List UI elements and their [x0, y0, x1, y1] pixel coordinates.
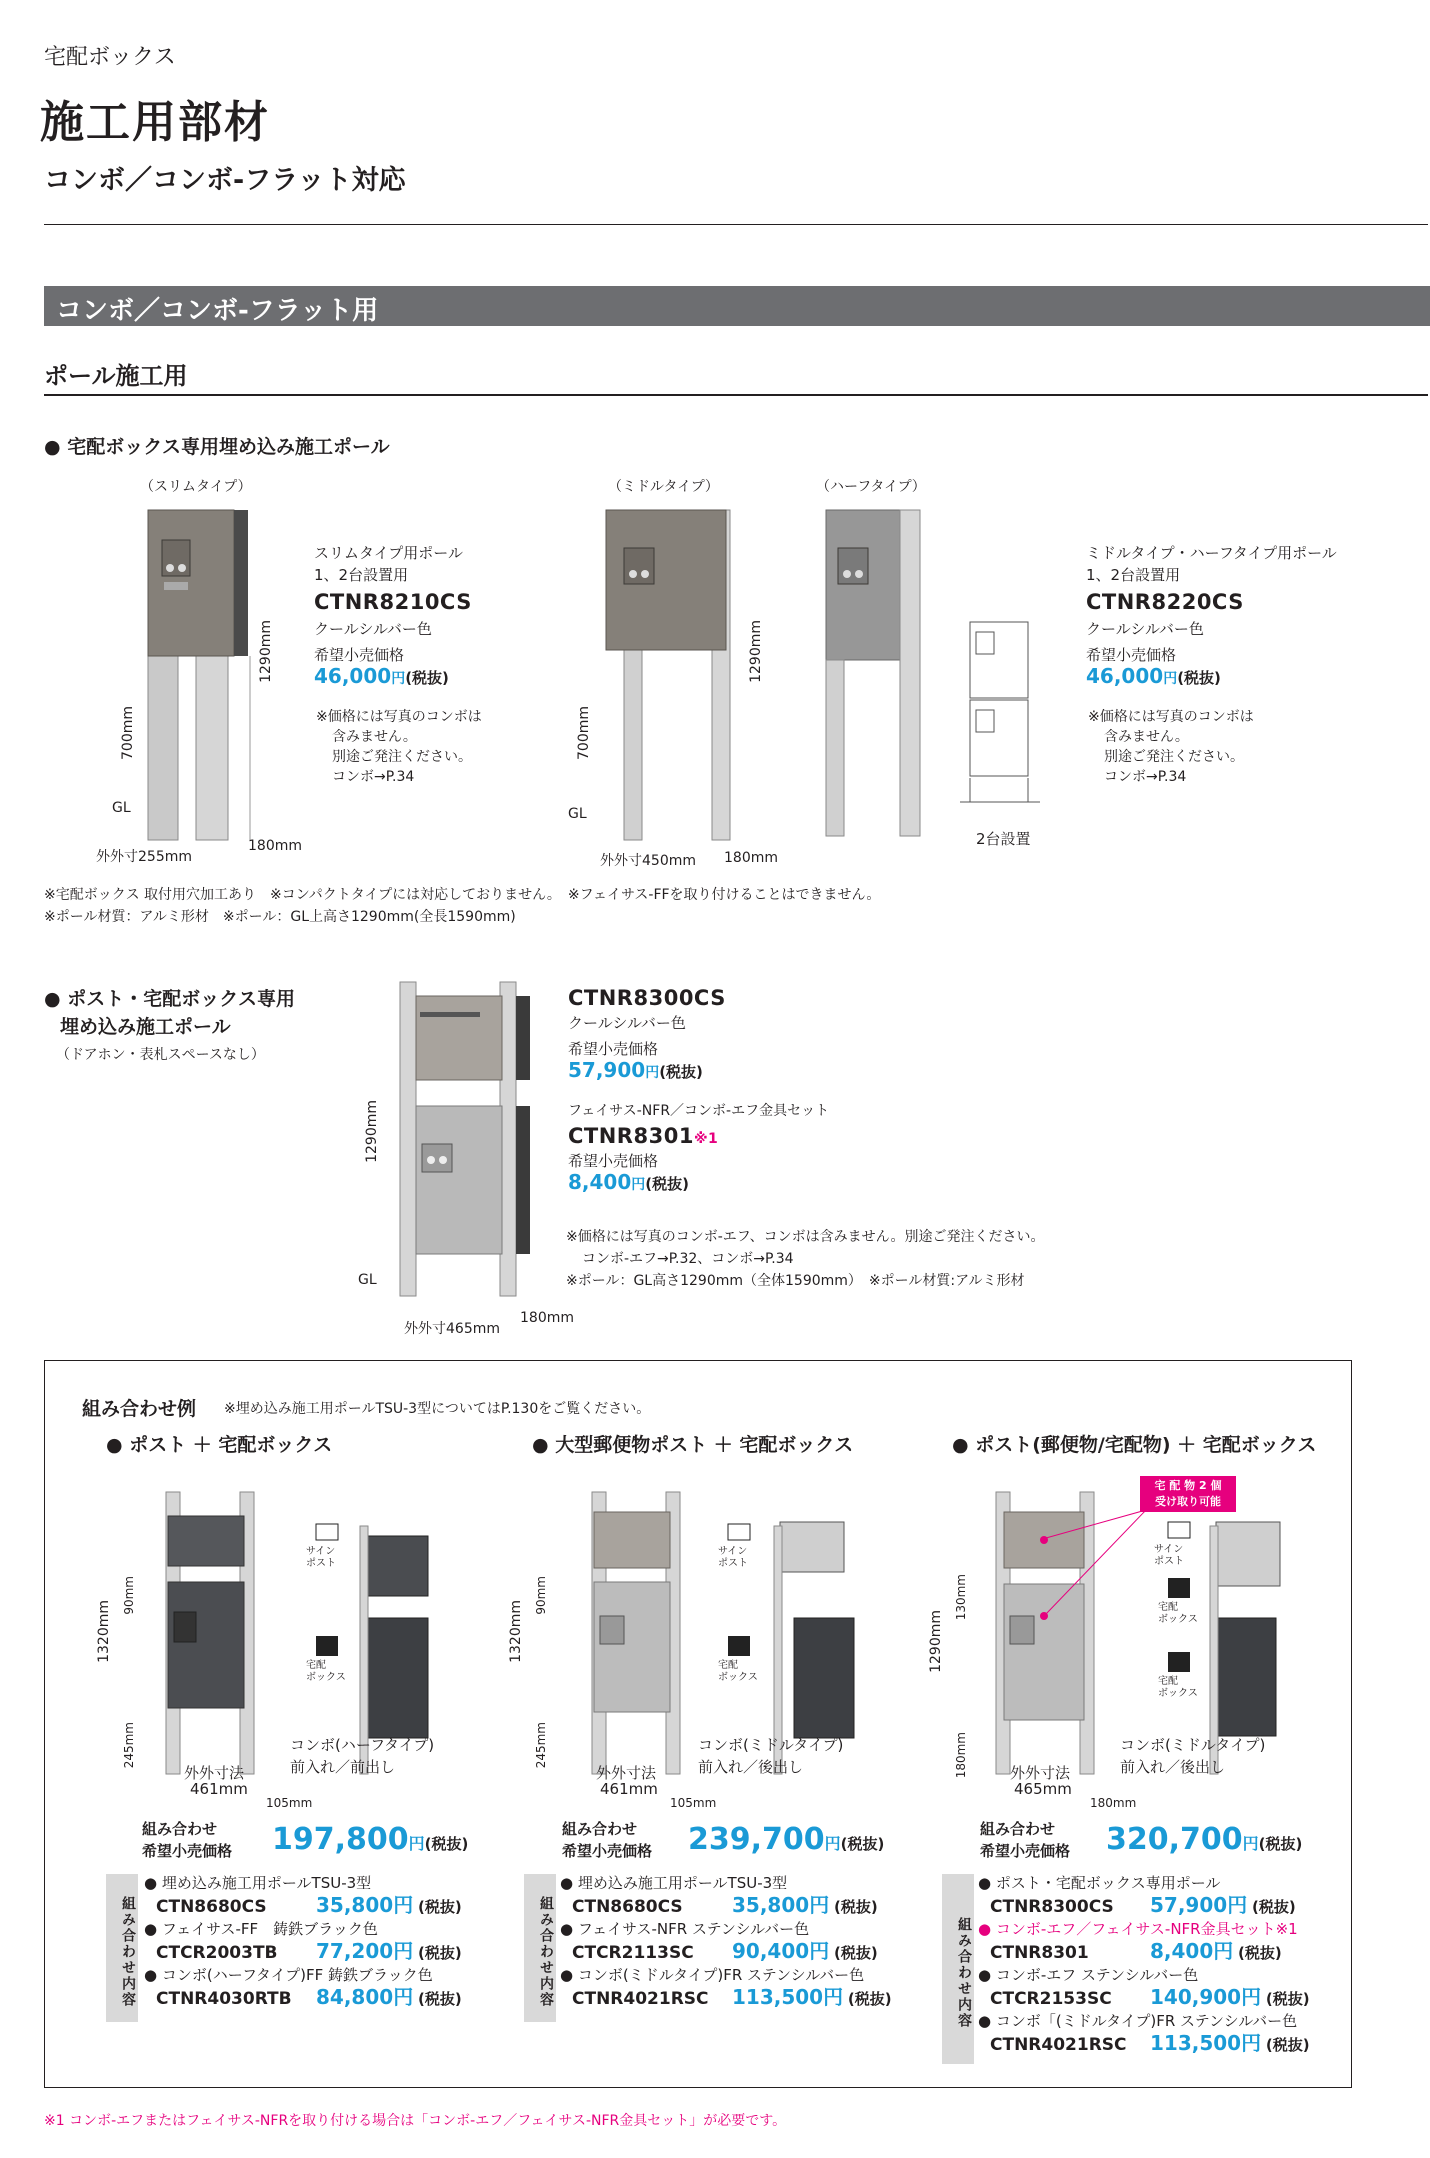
block2-price: 57,900円(税抜)	[568, 1058, 703, 1082]
block2-heading2: 埋め込み施工ポール	[60, 1016, 231, 1038]
two-units-label: 2台設置	[976, 830, 1031, 848]
combo2-dim-h: 1320mm	[508, 1600, 524, 1663]
middle-note3: 別途ご発注ください。	[1104, 749, 1244, 765]
combo1-label-a: 組み合わせ	[142, 1820, 218, 1838]
slim-dim-700: 700mm	[120, 706, 136, 760]
combo2-tab: 組み合わせ内容	[524, 1874, 556, 2022]
slim-dim-height: 1290mm	[258, 620, 274, 683]
combo2-dim-245: 245mm	[534, 1722, 548, 1769]
combo3-dim-180: 180mm	[954, 1732, 968, 1779]
combo3-label-b: 希望小売価格	[980, 1842, 1071, 1860]
block2-price2: 8,400円(税抜)	[568, 1170, 689, 1194]
section-band: コンボ／コンボ-フラット用	[44, 286, 1430, 326]
block1-heading: ● 宅配ボックス専用埋め込み施工ポール	[44, 436, 390, 458]
combo2-items: ● 埋め込み施工用ポールTSU-3型 CTN8680CS 35,800円 (税抜) ● フェイサス-NFR ステンシルバー色 CTCR2113SC 90,400円 (税抜) ● コンボ(ミドルタイプ)FR ステンシルバー色 CTNR4021RSC 113,500円 (税抜)	[560, 1874, 892, 2009]
middle-color: クールシルバー色	[1086, 620, 1204, 638]
block1-footnote2: ※ポール材質：アルミ形材 ※ポール：GL上高さ1290mm(全長1590mm)	[44, 909, 516, 925]
block2-dim-width: 外外寸465mm	[404, 1321, 500, 1337]
combo1-label2: 前入れ／前出し	[290, 1758, 396, 1776]
combo2-label2: 前入れ／後出し	[698, 1758, 804, 1776]
combo3-tab: 組み合わせ内容	[942, 1874, 974, 2064]
combo3-dim-w1: 外外寸法	[1010, 1764, 1071, 1782]
combo3-label-a: 組み合わせ	[980, 1820, 1056, 1838]
middle-dim-height: 1290mm	[748, 620, 764, 683]
middle-code: CTNR8220CS	[1086, 590, 1244, 614]
block2-sub: （ドアホン・表札スペースなし）	[56, 1047, 265, 1063]
combo1-dim-245: 245mm	[122, 1722, 136, 1769]
block2-heading1: ● ポスト・宅配ボックス専用	[44, 988, 296, 1010]
combo3-items: ● ポスト・宅配ボックス専用ポール CTNR8300CS 57,900円 (税抜) ● コンボ-エフ／フェイサス-NFR金具セット※1 CTNR8301 8,400円 (税抜) ● コンボ-エフ ステンシルバー色 CTCR2153SC 140,900円 (税抜) ● コンボ「(ミドルタイプ)FR ステンシルバー色 CTNR4021RSC 113,500円 (税抜)	[978, 1874, 1310, 2055]
combo1-icon-post: サイン ポスト	[306, 1546, 336, 1569]
type-slim-label: （スリムタイプ）	[140, 479, 252, 495]
combo3-icon-box2: 宅配 ボックス	[1158, 1676, 1198, 1699]
combo2-total: 239,700円(税抜)	[688, 1822, 885, 1857]
middle-note1: ※価格には写真のコンボは	[1088, 709, 1254, 725]
slim-desc1: スリムタイプ用ポール	[314, 544, 463, 562]
block2-price-label: 希望小売価格	[568, 1040, 659, 1058]
combo3-icon-box1: 宅配 ボックス	[1158, 1602, 1198, 1625]
combo1-dim-90: 90mm	[122, 1576, 136, 1615]
combo2-dim-w2: 461mm	[600, 1780, 658, 1798]
slim-note4: コンボ→P.34	[332, 769, 415, 785]
combo3-icon-post: サイン ポスト	[1154, 1544, 1184, 1567]
middle-dim-width: 外外寸450mm	[600, 853, 696, 869]
combo3-label2: 前入れ／後出し	[1120, 1758, 1226, 1776]
combo2-icon-box: 宅配 ボックス	[718, 1660, 758, 1683]
block2-color: クールシルバー色	[568, 1014, 686, 1032]
section-heading: ポール施工用	[44, 362, 188, 390]
combo1-icon-box: 宅配 ボックス	[306, 1660, 346, 1683]
combo3-badge: 宅 配 物 2 個 受け取り可能	[1140, 1476, 1236, 1512]
block2-note1: ※価格には写真のコンボ-エフ、コンボは含みません。別途ご発注ください。	[566, 1229, 1045, 1245]
slim-price: 46,000円(税抜)	[314, 664, 449, 688]
combo2-icon-post: サイン ポスト	[718, 1546, 748, 1569]
slim-note1: ※価格には写真のコンボは	[316, 709, 482, 725]
slim-code: CTNR8210CS	[314, 590, 472, 614]
middle-desc1: ミドルタイプ・ハーフタイプ用ポール	[1086, 544, 1337, 562]
combo1-dim-w2: 461mm	[190, 1780, 248, 1798]
slim-price-label: 希望小売価格	[314, 646, 405, 664]
block2-note2: コンボ-エフ→P.32、コンボ→P.34	[582, 1251, 794, 1267]
combo-heading-note: ※埋め込み施工用ポールTSU-3型についてはP.130をご覧ください。	[224, 1401, 651, 1417]
combo3-dim-d: 180mm	[1090, 1796, 1137, 1810]
block2-code: CTNR8300CS	[568, 986, 726, 1010]
type-half-label: （ハーフタイプ）	[816, 479, 926, 495]
combo2-label-b: 希望小売価格	[562, 1842, 653, 1860]
middle-price-label: 希望小売価格	[1086, 646, 1177, 664]
block2-note3: ※ポール：GL高さ1290mm（全体1590mm） ※ポール材質:アルミ形材	[566, 1273, 1025, 1289]
combo1-title: ● ポスト ＋ 宅配ボックス	[106, 1434, 333, 1456]
middle-dim-gl: GL	[568, 806, 587, 822]
middle-note4: コンボ→P.34	[1104, 769, 1187, 785]
middle-price: 46,000円(税抜)	[1086, 664, 1221, 688]
combo1-label-b: 希望小売価格	[142, 1842, 233, 1860]
block2-price2-label: 希望小売価格	[568, 1152, 659, 1170]
middle-dim-700: 700mm	[576, 706, 592, 760]
header-rule	[44, 224, 1428, 225]
slim-dim-width: 外外寸255mm	[96, 849, 192, 865]
category-label: 宅配ボックス	[44, 45, 176, 70]
type-middle-label: （ミドルタイプ）	[608, 479, 719, 495]
combo2-label-a: 組み合わせ	[562, 1820, 638, 1838]
slim-color: クールシルバー色	[314, 620, 432, 638]
combo1-total: 197,800円(税抜)	[272, 1822, 469, 1857]
combo3-dim-130: 130mm	[954, 1574, 968, 1621]
block1-footnote1: ※宅配ボックス 取付用穴加工あり ※コンパクトタイプには対応しておりません。 ※フェイサス-FFを取り付けることはできません。	[44, 887, 881, 903]
block2-dim-height: 1290mm	[364, 1100, 380, 1163]
page-title: 施工用部材	[40, 97, 270, 148]
combo3-total: 320,700円(税抜)	[1106, 1822, 1303, 1857]
combo2-title: ● 大型郵便物ポスト ＋ 宅配ボックス	[532, 1434, 854, 1456]
combo2-dim-d: 105mm	[670, 1796, 717, 1810]
page-subtitle: コンボ／コンボ-フラット対応	[44, 165, 406, 196]
slim-note3: 別途ご発注ください。	[332, 749, 472, 765]
middle-note2: 含みません。	[1104, 729, 1189, 745]
footer-note: ※1 コンボ-エフまたはフェイサス-NFRを取り付ける場合は「コンボ-エフ／フェイサス-NFR金具セット」が必要です。	[44, 2113, 787, 2129]
block2-set-label: フェイサス-NFR／コンボ-エフ金具セット	[568, 1103, 830, 1119]
combo3-dim-w2: 465mm	[1014, 1780, 1072, 1798]
combo1-label1: コンボ(ハーフタイプ)	[290, 1736, 435, 1754]
middle-desc2: 1、2台設置用	[1086, 566, 1181, 584]
combo-heading: 組み合わせ例	[82, 1398, 197, 1420]
combo3-dim-h: 1290mm	[928, 1610, 944, 1673]
slim-note2: 含みません。	[332, 729, 417, 745]
slim-dim-depth: 180mm	[248, 838, 302, 854]
half-pole-illustration	[800, 500, 1060, 860]
combo3-label1: コンボ(ミドルタイプ)	[1120, 1736, 1266, 1754]
block2-dim-depth: 180mm	[520, 1310, 574, 1326]
slim-desc2: 1、2台設置用	[314, 566, 409, 584]
post-box-pole-illustration	[390, 976, 560, 1306]
combo1-dim-w1: 外外寸法	[184, 1764, 245, 1782]
block2-code2: CTNR8301※1	[568, 1124, 719, 1148]
combo1-items: ● 埋め込み施工用ポールTSU-3型 CTN8680CS 35,800円 (税抜) ● フェイサス-FF 鋳鉄ブラック色 CTCR2003TB 77,200円 (税抜) ● コンボ(ハーフタイプ)FF 鋳鉄ブラック色 CTNR4030RTB 84,800円 (税抜)	[144, 1874, 462, 2009]
combo1-dim-d: 105mm	[266, 1796, 313, 1810]
combo1-dim-h: 1320mm	[96, 1600, 112, 1663]
block2-dim-gl: GL	[358, 1272, 377, 1288]
combo3-title: ● ポスト(郵便物/宅配物) ＋ 宅配ボックス	[952, 1434, 1317, 1456]
combo1-tab: 組み合わせ内容	[106, 1874, 138, 2022]
middle-dim-depth: 180mm	[724, 850, 778, 866]
combo2-dim-90: 90mm	[534, 1576, 548, 1615]
slim-dim-gl: GL	[112, 800, 131, 816]
combo2-dim-w1: 外外寸法	[596, 1764, 657, 1782]
combo2-label1: コンボ(ミドルタイプ)	[698, 1736, 844, 1754]
section-rule	[44, 394, 1428, 396]
